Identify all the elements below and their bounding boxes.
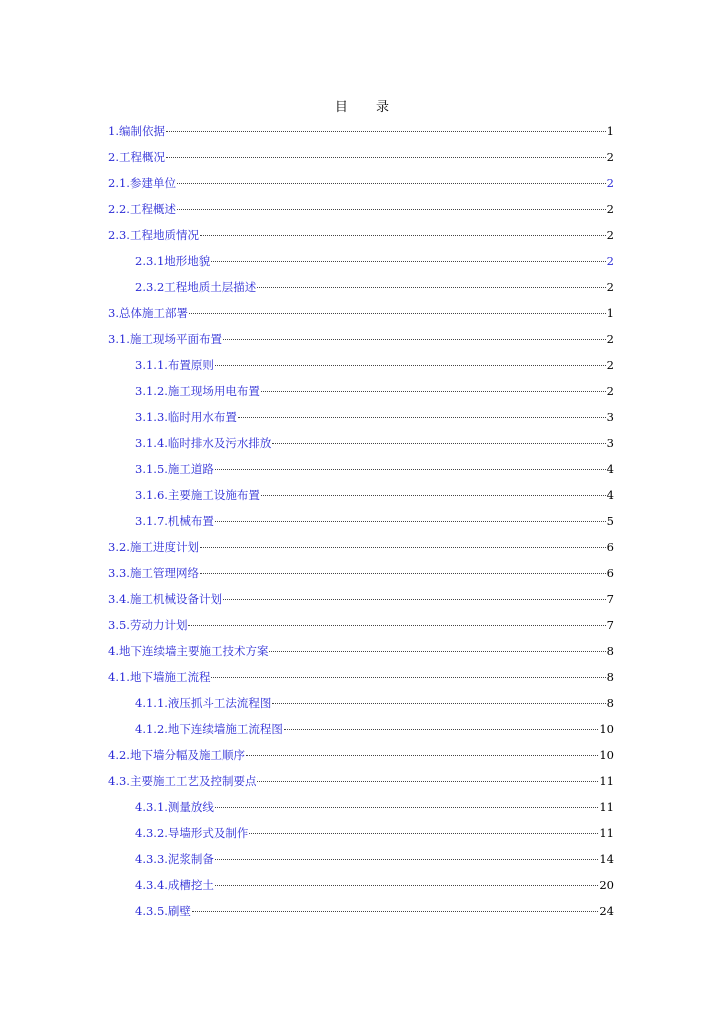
toc-entry[interactable] [108, 352, 614, 378]
toc-entry-label: 3.1.1.布置原则 [135, 358, 214, 372]
toc-entry[interactable] [108, 716, 614, 742]
dot-leader [284, 729, 598, 730]
toc-entry-page-number: 6 [606, 540, 614, 554]
toc-entry-label: 4.地下连续墙主要施工技术方案 [108, 644, 269, 658]
toc-entry-page-number: 2 [606, 384, 614, 398]
dot-leader [215, 859, 598, 860]
toc-entry[interactable] [108, 378, 614, 404]
toc-entry-page-number: 2 [606, 150, 614, 164]
dot-leader [189, 313, 606, 314]
dot-leader [192, 911, 598, 912]
toc-entry-label: 2.1.参建单位 [108, 176, 176, 190]
dot-leader [177, 209, 606, 210]
toc-entry[interactable] [108, 872, 614, 898]
toc-entry-label: 4.3.5.刷壁 [135, 904, 191, 918]
toc-entry-page-number: 8 [606, 644, 614, 658]
toc-entry-page-number: 3 [606, 410, 614, 424]
toc-entry-label: 3.5.劳动力计划 [108, 618, 188, 632]
toc-entry[interactable] [108, 482, 614, 508]
toc-entry-label: 2.2.工程概述 [108, 202, 176, 216]
toc-entry-page-number: 24 [599, 904, 614, 918]
toc-entry-page-number: 1 [606, 124, 614, 138]
toc-entry[interactable] [108, 196, 614, 222]
toc-entry-page-number: 8 [606, 696, 614, 710]
dot-leader [223, 339, 606, 340]
toc-entry-page-number: 2 [606, 176, 614, 190]
toc-entry[interactable] [108, 768, 614, 794]
toc-entry-label: 4.3.4.成槽挖土 [135, 878, 214, 892]
toc-entry-page-number: 6 [606, 566, 614, 580]
toc-entry[interactable] [108, 638, 614, 664]
dot-leader [215, 469, 606, 470]
toc-entry[interactable] [108, 794, 614, 820]
table-of-contents [108, 118, 614, 924]
toc-entry[interactable] [108, 664, 614, 690]
toc-entry[interactable] [108, 534, 614, 560]
toc-entry-page-number: 20 [599, 878, 614, 892]
toc-entry[interactable] [108, 612, 614, 638]
toc-entry-label: 3.1.3.临时用水布置 [135, 410, 237, 424]
toc-entry-label: 4.1.2.地下连续墙施工流程图 [135, 722, 283, 736]
dot-leader [215, 885, 598, 886]
dot-leader [261, 391, 606, 392]
toc-entry[interactable] [108, 222, 614, 248]
dot-leader [246, 755, 598, 756]
toc-entry[interactable] [108, 508, 614, 534]
dot-leader [257, 287, 605, 288]
dot-leader [261, 495, 606, 496]
toc-entry[interactable] [108, 404, 614, 430]
toc-entry-label: 3.3.施工管理网络 [108, 566, 199, 580]
dot-leader [257, 781, 598, 782]
toc-entry-label: 4.3.主要施工工艺及控制要点 [108, 774, 257, 788]
dot-leader [188, 625, 605, 626]
toc-entry-page-number: 7 [606, 592, 614, 606]
toc-entry-page-number: 14 [599, 852, 614, 866]
toc-entry-page-number: 11 [599, 774, 614, 788]
dot-leader [215, 807, 598, 808]
dot-leader [215, 521, 606, 522]
toc-entry-label: 3.1.5.施工道路 [135, 462, 214, 476]
dot-leader [238, 417, 606, 418]
toc-entry-label: 3.1.施工现场平面布置 [108, 332, 222, 346]
dot-leader [249, 833, 598, 834]
toc-entry-page-number: 2 [606, 332, 614, 346]
dot-leader [269, 651, 605, 652]
toc-entry-page-number: 8 [606, 670, 614, 684]
toc-entry-label: 2.工程概况 [108, 150, 165, 164]
toc-entry[interactable] [108, 326, 614, 352]
toc-title: 目 录 [334, 100, 402, 115]
toc-entry-page-number: 4 [606, 462, 614, 476]
toc-entry[interactable] [108, 898, 614, 924]
toc-entry[interactable] [108, 248, 614, 274]
toc-entry-page-number: 10 [599, 748, 614, 762]
dot-leader [272, 703, 605, 704]
toc-entry[interactable] [108, 846, 614, 872]
dot-leader [200, 547, 606, 548]
toc-entry-page-number: 2 [606, 358, 614, 372]
toc-entry-label: 4.3.1.测量放线 [135, 800, 214, 814]
toc-entry[interactable] [108, 118, 614, 144]
dot-leader [200, 573, 606, 574]
toc-entry-page-number: 11 [599, 826, 614, 840]
toc-entry-label: 3.2.施工进度计划 [108, 540, 199, 554]
toc-entry-label: 3.1.4.临时排水及污水排放 [135, 436, 272, 450]
dot-leader [166, 157, 606, 158]
toc-entry[interactable] [108, 560, 614, 586]
toc-entry-page-number: 7 [606, 618, 614, 632]
toc-entry-label: 2.3.1地形地貌 [135, 254, 211, 268]
toc-entry-page-number: 10 [599, 722, 614, 736]
toc-entry[interactable] [108, 820, 614, 846]
toc-entry[interactable] [108, 274, 614, 300]
toc-entry[interactable] [108, 690, 614, 716]
toc-entry-label: 4.3.2.导墙形式及制作 [135, 826, 249, 840]
toc-entry-page-number: 11 [599, 800, 614, 814]
dot-leader [211, 677, 605, 678]
toc-entry-label: 4.1.地下墙施工流程 [108, 670, 211, 684]
toc-entry-label: 4.3.3.泥浆制备 [135, 852, 214, 866]
dot-leader [166, 131, 606, 132]
toc-entry-page-number: 2 [606, 280, 614, 294]
dot-leader [177, 183, 606, 184]
toc-entry-label: 3.4.施工机械设备计划 [108, 592, 222, 606]
toc-entry-page-number: 2 [606, 254, 614, 268]
toc-entry[interactable] [108, 300, 614, 326]
toc-entry[interactable] [108, 170, 614, 196]
toc-entry-label: 3.1.2.施工现场用电布置 [135, 384, 260, 398]
toc-entry[interactable] [108, 456, 614, 482]
toc-entry-label: 4.2.地下墙分幅及施工顺序 [108, 748, 245, 762]
toc-entry-label: 4.1.1.液压抓斗工法流程图 [135, 696, 272, 710]
dot-leader [200, 235, 606, 236]
toc-entry-label: 1.编制依据 [108, 124, 165, 138]
dot-leader [272, 443, 605, 444]
toc-entry-label: 2.3.工程地质情况 [108, 228, 199, 242]
toc-entry-label: 3.1.6.主要施工设施布置 [135, 488, 260, 502]
dot-leader [223, 599, 606, 600]
toc-entry[interactable] [108, 742, 614, 768]
toc-entry-page-number: 2 [606, 202, 614, 216]
toc-entry-label: 2.3.2工程地质土层描述 [135, 280, 257, 294]
toc-entry-page-number: 2 [606, 228, 614, 242]
toc-entry[interactable] [108, 430, 614, 456]
toc-entry-label: 3.总体施工部署 [108, 306, 188, 320]
toc-entry-page-number: 5 [606, 514, 614, 528]
toc-entry[interactable] [108, 144, 614, 170]
dot-leader [211, 261, 605, 262]
toc-entry-page-number: 3 [606, 436, 614, 450]
dot-leader [215, 365, 606, 366]
toc-entry-page-number: 1 [606, 306, 614, 320]
toc-entry[interactable] [108, 586, 614, 612]
toc-entry-label: 3.1.7.机械布置 [135, 514, 214, 528]
toc-entry-page-number: 4 [606, 488, 614, 502]
